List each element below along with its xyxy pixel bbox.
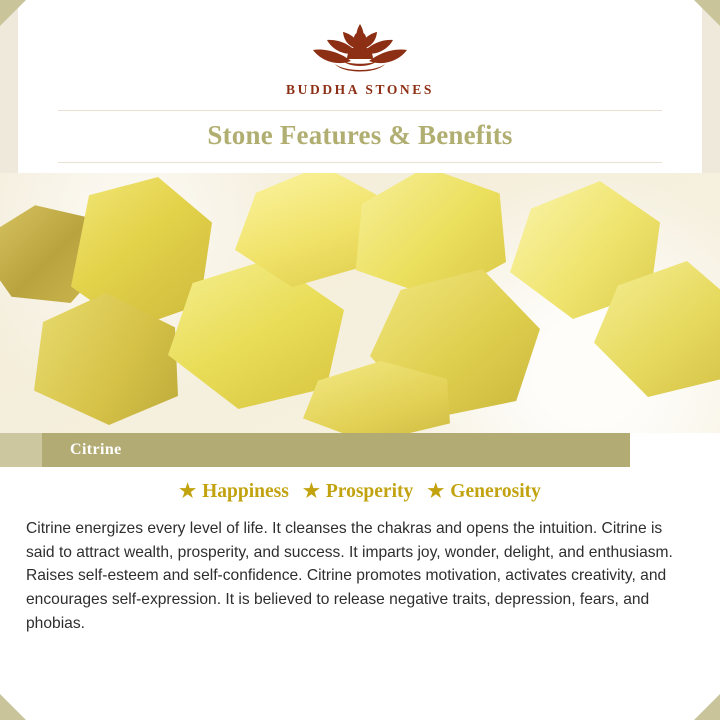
label-bar-left-strip xyxy=(0,433,42,467)
corner-decoration-bottom-right xyxy=(694,694,720,720)
description-text: Citrine energizes every level of life. It cleanses the chakras and opens the intuition. Citrine is said to attract wealth, prosperity, and success. It imparts joy, wonder, delight, and enthusiasm. Raises self-esteem and self-confidence. Citrine promotes motivation, activates creativity, and encourages self-expression. It is believed to release negative traits, depression, fears, and phobias. xyxy=(26,520,673,632)
title-band xyxy=(58,110,662,163)
keyword-item xyxy=(179,480,289,503)
star-icon: ★ xyxy=(302,481,320,502)
corner-decoration-bottom-left xyxy=(0,694,26,720)
keyword-label: Prosperity xyxy=(325,480,414,502)
stone-name: Citrine xyxy=(70,441,122,458)
star-icon: ★ xyxy=(427,481,445,502)
keyword-label: Generosity xyxy=(450,480,541,502)
lotus-meditation-icon xyxy=(0,16,720,78)
hero-image xyxy=(0,173,720,433)
page-title: Stone Features & Benefits xyxy=(207,120,513,150)
stone-label-bar xyxy=(0,433,720,467)
footer-spacer xyxy=(0,635,720,675)
star-icon: ★ xyxy=(179,481,197,502)
brand-name: BUDDHA STONES xyxy=(286,82,434,97)
keyword-label: Happiness xyxy=(202,480,289,502)
keyword-item xyxy=(427,480,541,503)
keyword-list xyxy=(0,467,720,511)
label-bar-right-strip xyxy=(630,433,720,467)
brand-header xyxy=(0,0,720,98)
keyword-item xyxy=(303,480,413,503)
